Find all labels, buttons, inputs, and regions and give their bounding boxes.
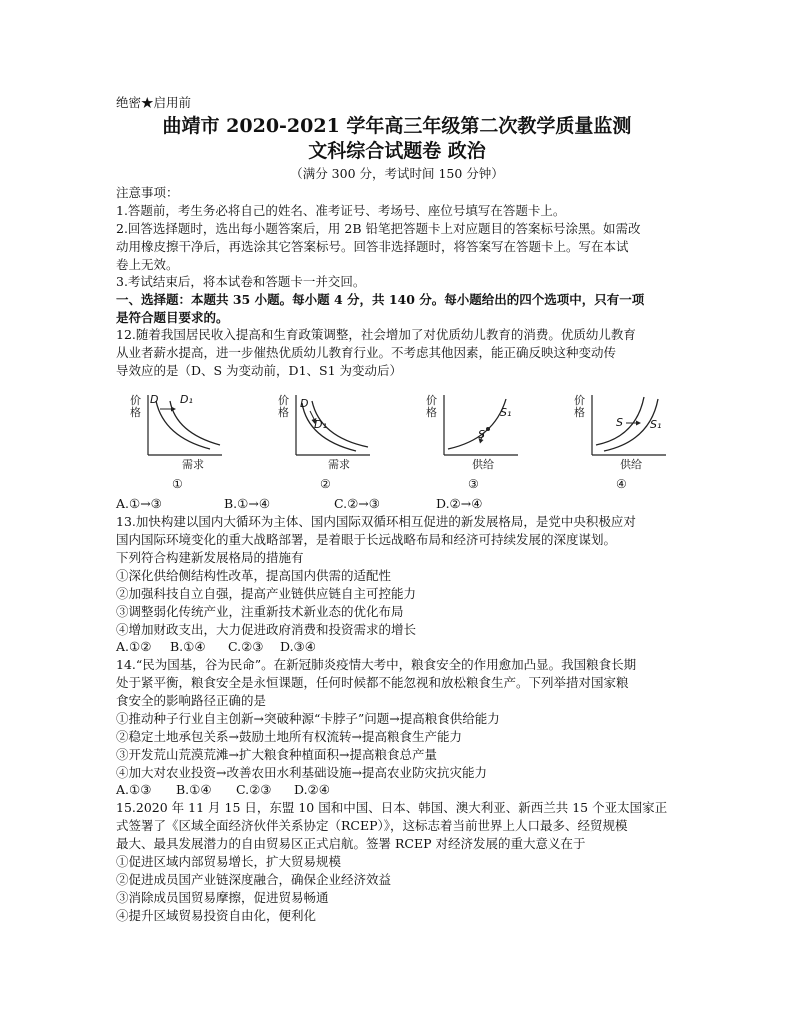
q13-stem-line: 国内国际环境变化的重大战略部署，是着眼于长远战略布局和经济可持续发展的深度谋划。 <box>116 532 617 547</box>
graph-1-xlabel: 需求 <box>182 458 204 471</box>
q14-option-a[interactable]: A.①③ <box>116 782 152 797</box>
q15-stem-line: 最大、最具发展潜力的自由贸易区正式启航。签署 RCEP 对经济发展的重大意义在于 <box>116 836 586 851</box>
q15-stem-line: 15.2020 年 11 月 15 日，东盟 10 国和中国、日本、韩国、澳大利亚、新西兰共 15 个亚太国家正 <box>116 800 668 815</box>
q14-item: ③开发荒山荒漠荒滩→扩大粮食种植面积→提高粮食总产量 <box>116 747 437 762</box>
graph-3-ylabel: 价格 <box>426 394 437 419</box>
q12-graph-1 <box>116 385 226 493</box>
graph-1-label-d: D <box>150 393 159 406</box>
section-heading: 一、选择题：本题共 35 小题。每小题 4 分，共 140 分。每小题给出的四个选项中，只有一项 <box>116 292 645 307</box>
q12-option-d[interactable]: D.②→④ <box>436 496 483 511</box>
section-heading-cont: 是符合题目要求的。 <box>116 310 229 325</box>
q13-item: ①深化供给侧结构性改革，提高国内供需的适配性 <box>116 568 392 583</box>
q14-stem-line: 14.“民为国基，谷为民命”。在新冠肺炎疫情大考中，粮食安全的作用愈加凸显。我国粮食长期 <box>116 657 637 672</box>
q14-item: ②稳定土地承包关系→鼓励土地所有权流转→提高粮食生产能力 <box>116 729 462 744</box>
graph-2-xlabel: 需求 <box>328 458 350 471</box>
q15-item: ③消除成员国贸易摩擦，促进贸易畅通 <box>116 890 329 905</box>
q14-option-b[interactable]: B.①④ <box>176 782 212 797</box>
q12-graph-3 <box>412 385 522 493</box>
graph-3-xlabel: 供给 <box>472 458 494 471</box>
graph-4-ylabel: 价格 <box>574 394 585 419</box>
notice-line: 2.回答选择题时，选出每小题答案后，用 2B 铅笔把答题卡上对应题目的答案标号涂黑。如需改 <box>116 221 641 236</box>
graph-4-label-s1: S₁ <box>650 418 662 431</box>
graph-3-label-s1: S₁ <box>500 406 512 419</box>
q15-stem-line: 式签署了《区域全面经济伙伴关系协定（RCEP）》，这标志着当前世界上人口最多、经贸规模 <box>116 818 628 833</box>
q13-option-c[interactable]: C.②③ <box>228 639 264 654</box>
q13-options <box>116 638 416 655</box>
q12-option-b[interactable]: B.①→④ <box>224 496 271 511</box>
q12-graph-4 <box>560 385 670 493</box>
q15-item: ①促进区域内部贸易增长，扩大贸易规模 <box>116 854 342 869</box>
q14-item: ④加大对农业投资→改善农田水利基础设施→提高农业防灾抗灾能力 <box>116 765 487 780</box>
graph-4-label-s: S <box>616 416 623 429</box>
notice-line: 卷上无效。 <box>116 257 179 272</box>
q13-option-d[interactable]: D.③④ <box>280 639 316 654</box>
graph-2-number: ② <box>320 477 331 491</box>
q14-stem-line: 处于紧平衡，粮食安全是永恒课题，任何时候都不能忽视和放松粮食生产。下列举措对国家粮 <box>116 675 629 690</box>
notice-line: 3.考试结束后，将本试卷和答题卡一并交回。 <box>116 274 366 289</box>
q12-option-c[interactable]: C.②→③ <box>334 496 380 511</box>
graph-1-label-d1: D₁ <box>180 393 193 406</box>
q12-stem-line: 导效应的是（D、S 为变动前，D1、S1 为变动后） <box>116 363 403 378</box>
q13-item: ③调整弱化传统产业，注重新技术新业态的优化布局 <box>116 604 404 619</box>
graph-2-label-d1: D₁ <box>314 418 327 431</box>
q12-options <box>116 495 676 512</box>
q13-option-b[interactable]: B.①④ <box>170 639 206 654</box>
graph-4-number: ④ <box>616 477 627 491</box>
graph-2-label-d: D <box>300 397 309 410</box>
q13-stem-line: 下列符合构建新发展格局的措施有 <box>116 550 304 565</box>
graph-4-xlabel: 供给 <box>620 458 642 471</box>
notice-line: 1.答题前，考生务必将自己的姓名、准考证号、考场号、座位号填写在答题卡上。 <box>116 203 566 218</box>
q14-options <box>116 781 416 798</box>
q13-stem-line: 13.加快构建以国内大循环为主体、国内国际双循环相互促进的新发展格局，是党中央积极应对 <box>116 514 636 529</box>
q12-option-a[interactable]: A.①→③ <box>116 496 162 511</box>
q14-item: ①推动种子行业自主创新→突破种源“卡脖子”问题→提高粮食供给能力 <box>116 711 500 726</box>
q12-stem-line: 12.随着我国居民收入提高和生育政策调整，社会增加了对优质幼儿教育的消费。优质幼儿教育 <box>116 327 636 342</box>
q14-option-d[interactable]: D.②④ <box>294 782 330 797</box>
q12-graph-2 <box>264 385 374 493</box>
q14-option-c[interactable]: C.②③ <box>236 782 272 797</box>
q12-graphs <box>116 385 696 495</box>
notice-heading: 注意事项： <box>116 185 179 200</box>
score-info: （满分 300 分，考试时间 150 分钟） <box>290 166 504 181</box>
q12-stem-line: 从业者薪水提高，进一步催热优质幼儿教育行业。不考虑其他因素，能正确反映这种变动传 <box>116 345 617 360</box>
q15-item: ④提升区域贸易投资自由化，便利化 <box>116 908 317 923</box>
secret-label: 绝密★启用前 <box>116 95 192 110</box>
graph-1-ylabel: 价格 <box>130 394 141 419</box>
graph-3-number: ③ <box>468 477 479 491</box>
q14-stem-line: 食安全的影响路径正确的是 <box>116 693 267 708</box>
graph-1-number: ① <box>172 477 183 491</box>
q15-item: ②促进成员国产业链深度融合，确保企业经济效益 <box>116 872 392 887</box>
notice-line: 动用橡皮擦干净后，再选涂其它答案标号。回答非选择题时，将答案写在答题卡上。写在本试 <box>116 239 629 254</box>
q13-option-a[interactable]: A.①② <box>116 639 152 654</box>
graph-2-ylabel: 价格 <box>278 394 289 419</box>
q13-item: ④增加财政支出，大力促进政府消费和投资需求的增长 <box>116 622 417 637</box>
q13-item: ②加强科技自立自强，提高产业链供应链自主可控能力 <box>116 586 417 601</box>
graph-3-label-s: S <box>478 428 485 441</box>
exam-title: 曲靖市 2020-2021 学年高三年级第二次教学质量监测 <box>162 115 632 137</box>
exam-subtitle: 文科综合试题卷 政治 <box>308 140 486 162</box>
